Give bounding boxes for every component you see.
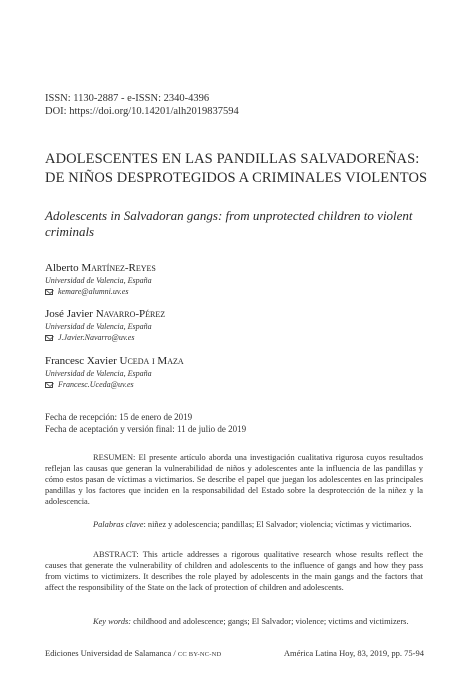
author-email[interactable]: kemare@alumni.uv.es [58, 287, 129, 296]
author-name [45, 308, 445, 321]
author-email-row [45, 332, 445, 343]
author-last-name: Martínez-Reyes [81, 262, 156, 274]
envelope-icon [45, 289, 53, 295]
accepted-date: Fecha de aceptación y versión final: 11 de julio de 2019 [45, 423, 247, 434]
title-line-2: DE NIÑOS DESPROTEGIDOS A CRIMINALES VIOLENTOS [45, 170, 428, 186]
author-first-name: José Javier [45, 308, 93, 320]
author-affiliation: Universidad de Valencia, España [45, 276, 152, 285]
abstract-keywords [93, 616, 423, 627]
keywords-text: childhood and adolescence; gangs; El Salvador; violence; victims and victimizers. [131, 617, 409, 626]
license-badge[interactable]: CC BY-NC-ND [177, 651, 222, 658]
title-line-1: ADOLESCENTES EN LAS PANDILLAS SALVADOREÑAS: [45, 151, 420, 167]
author-block-1 [45, 262, 445, 297]
author-name [45, 262, 445, 275]
author-affiliation: Universidad de Valencia, España [45, 322, 152, 331]
footer-citation: América Latina Hoy, 83, 2019, pp. 75-94 [283, 648, 424, 658]
author-last-name: Navarro-Pérez [95, 308, 166, 320]
keywords-label: Palabras clave [93, 520, 144, 529]
author-email[interactable]: J.Javier.Navarro@uv.es [58, 333, 135, 342]
issn-line: ISSN: 1130-2887 - e-ISSN: 2340-4396 [45, 93, 210, 104]
resumen-keywords [93, 519, 423, 530]
envelope-icon [45, 382, 53, 388]
article-dates [45, 412, 246, 435]
doi-line: DOI: https://doi.org/10.14201/alh2019837594 [45, 106, 239, 117]
author-affiliation: Universidad de Valencia, España [45, 369, 152, 378]
author-first-name: Alberto [45, 262, 79, 274]
keywords-label: Key words: [93, 617, 132, 626]
author-email[interactable]: Francesc.Uceda@uv.es [58, 380, 134, 389]
abstract-paragraph: ABSTRACT: This article addresses a rigorous qualitative research whose results reflect the causes that generate the vulnerability of children and adolescents to the influence of gangs and how they pass from victims to victimizers. It describes the role played by adolescents in the main gangs and the factors that affect the responsibility of the State on the lack of protection of children and adolescents. [45, 550, 423, 592]
author-block-3 [45, 355, 445, 390]
received-date: Fecha de recepción: 15 de enero de 2019 [45, 412, 193, 422]
resumen-paragraph: RESUMEN: El presente artículo aborda una investigación cualitativa rigurosa cuyos resultados reflejan las causas que generan la vulnerabilidad de niños y adolescentes ante la influencia de las pandillas y cómo estos pasan de víctimas a victimarios. Se describe el papel que juegan los adolescentes en las principales pandillas y los factores que inciden en la responsabilidad del Estado sobre la desprotección de la niñez y la adolescencia. [45, 453, 423, 506]
author-email-row [45, 379, 445, 390]
author-name [45, 355, 445, 368]
author-first-name: Francesc Xavier [45, 355, 117, 367]
author-block-2 [45, 308, 445, 343]
article-subtitle: Adolescents in Salvadoran gangs: from unprotected children to violent criminals [45, 208, 413, 239]
envelope-icon [45, 335, 53, 341]
keywords-text: : niñez y adolescencia; pandillas; El Salvador; violencia; víctimas y victimarios. [143, 520, 412, 529]
publisher-name: Ediciones Universidad de Salamanca / [45, 648, 176, 658]
author-email-row [45, 286, 445, 297]
footer-publisher [45, 648, 221, 660]
article-title [45, 150, 445, 188]
author-last-name: Uceda i Maza [119, 355, 184, 367]
